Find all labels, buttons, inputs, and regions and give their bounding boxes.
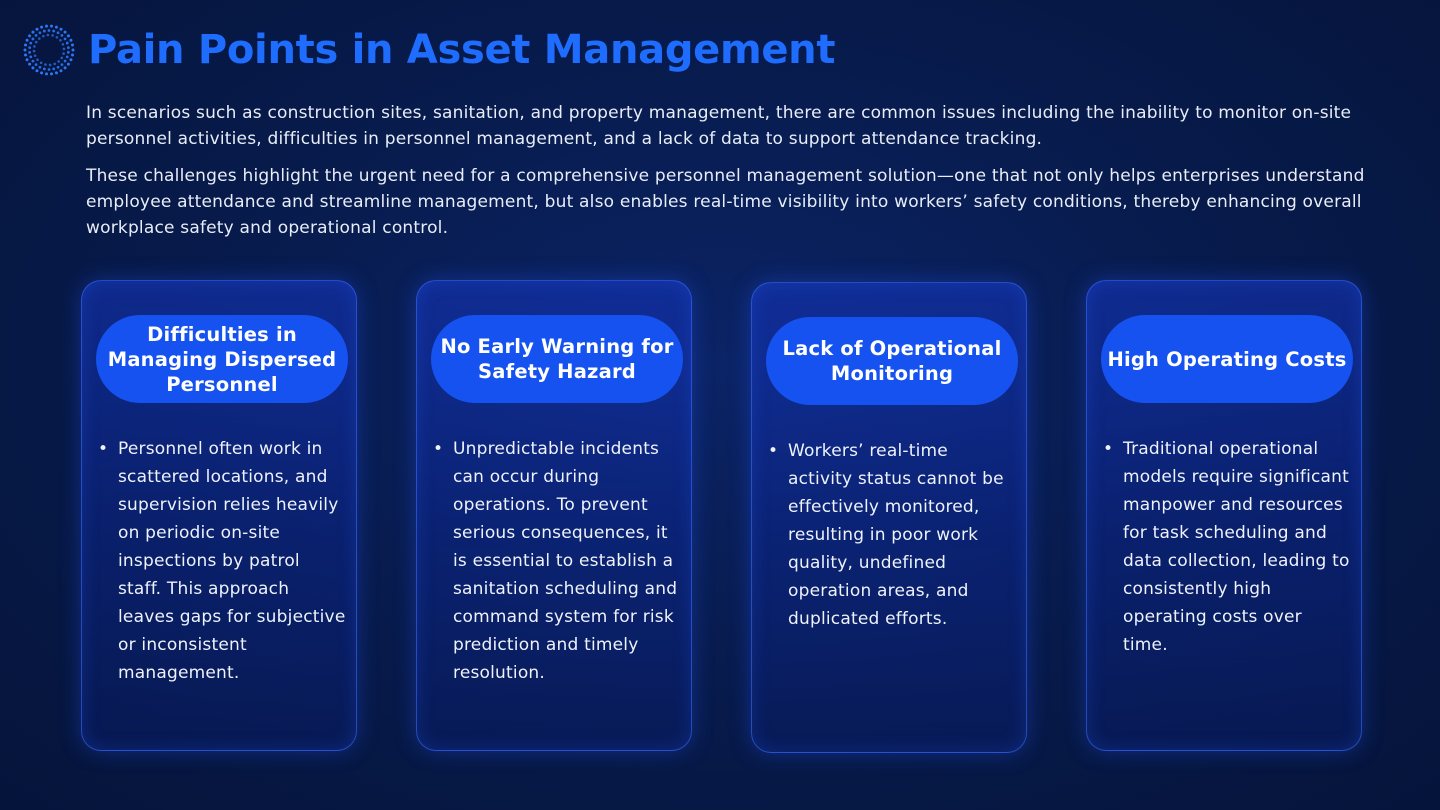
logo-dot	[66, 42, 69, 45]
logo-dot	[33, 50, 36, 53]
logo-dot	[64, 60, 67, 63]
logo-dot	[61, 34, 64, 37]
logo-dot	[53, 63, 56, 66]
pain-point-card-operational-monitoring	[751, 282, 1027, 753]
logo-dot	[52, 30, 55, 33]
logo-dot	[36, 69, 39, 72]
logo-dot	[24, 44, 27, 47]
logo-dot	[67, 63, 70, 66]
logo-dot	[59, 39, 62, 42]
bullet-marker: •	[768, 441, 779, 461]
bullet-marker: •	[98, 439, 109, 459]
logo-dot	[55, 26, 58, 29]
logo-dot	[29, 42, 32, 45]
logo-dot	[43, 68, 46, 71]
logo-dot	[71, 44, 74, 47]
logo-dot	[64, 66, 67, 69]
logo-dot	[57, 60, 60, 63]
page-title: Pain Points in Asset Management	[88, 27, 836, 73]
logo-dot	[64, 38, 67, 41]
logo-dot	[57, 66, 60, 69]
logo-dot	[32, 38, 35, 41]
pain-point-card-operating-costs	[1086, 280, 1362, 751]
intro-paragraph-2: These challenges highlight the urgent need for a comprehensive personnel management solution—one that not only helps enterprises understand employee attendance and streamline management, but also enables real-time visibility into workers’ safety conditions, thereby enhancing overall workplace safety and operational control.	[86, 166, 1365, 238]
card-title-pill: Lack of Operational Monitoring	[766, 317, 1018, 405]
logo-dot	[67, 34, 70, 37]
logo-dot	[33, 45, 36, 48]
pain-point-card-safety-hazard	[416, 280, 692, 751]
logo-dot	[40, 71, 43, 74]
bullet-marker: •	[1103, 439, 1114, 459]
logo-dot	[26, 39, 29, 42]
logo-dot	[26, 58, 29, 61]
card-description: Traditional operational models require significant manpower and resources for task scheduling and data collection, leading to consistently high operating costs over time.	[1123, 439, 1350, 655]
logo-dot	[50, 25, 53, 28]
logo-dot	[36, 28, 39, 31]
logo-dot	[45, 72, 48, 75]
logo-dot	[69, 39, 72, 42]
logo-dot	[32, 60, 35, 63]
card-description: Unpredictable incidents can occur during operations. To prevent serious consequences, it is essential to establish a sanitation scheduling and command system for risk prediction and timely resolution.	[453, 439, 678, 683]
logo-dot	[48, 29, 51, 32]
logo-dot	[38, 37, 41, 40]
logo-dot	[47, 34, 50, 37]
logo-dot	[62, 52, 65, 55]
logo-dot	[36, 58, 39, 61]
logo-dot	[64, 31, 67, 34]
logo-dot	[40, 26, 43, 29]
logo-dot	[39, 31, 42, 34]
logo-dot	[57, 31, 60, 34]
intro-text	[86, 100, 1366, 252]
logo-dot	[56, 36, 59, 39]
logo-dot	[67, 51, 70, 54]
logo-dot	[44, 63, 47, 66]
logo-dot	[51, 34, 54, 37]
logo-dot	[63, 48, 66, 51]
logo-dot	[72, 49, 75, 52]
logo-dot	[28, 34, 31, 37]
logo-dot	[45, 25, 48, 28]
logo-dot	[28, 46, 31, 49]
card-title-pill: High Operating Costs	[1101, 315, 1353, 403]
logo-dot	[34, 54, 37, 57]
logo-dot	[49, 64, 52, 67]
logo-dot	[71, 53, 74, 56]
logo-dot	[24, 53, 27, 56]
logo-dot	[50, 72, 53, 75]
logo-dot	[35, 63, 38, 66]
pain-point-card-dispersed-personnel	[81, 280, 357, 751]
card-title-pill: Difficulties in Managing Dispersed Personnel	[96, 315, 348, 403]
logo-dot	[67, 46, 70, 49]
card-description: Workers’ real-time activity status cannot be effectively monitored, resulting in poor work quality, undefined operation areas, and duplicated efforts.	[788, 441, 1004, 629]
logo-dot	[28, 51, 31, 54]
logo-dot	[55, 71, 58, 74]
card-title-pill: No Early Warning for Safety Hazard	[431, 315, 683, 403]
intro-paragraph-1: In scenarios such as construction sites, sanitation, and property management, there are common issues including the inability to monitor on-site personnel activities, difficulties in personnel management, and a lack of data to support attendance tracking.	[86, 103, 1352, 149]
logo-dot	[28, 63, 31, 66]
logo-dot	[43, 30, 46, 33]
logo-dot	[29, 56, 32, 59]
logo-dot	[62, 43, 65, 46]
logo-dot	[66, 56, 69, 59]
dotted-ring-icon	[22, 23, 76, 77]
logo-dot	[35, 34, 38, 37]
logo-dot	[69, 58, 72, 61]
logo-dot	[52, 68, 55, 71]
logo-dot	[35, 41, 38, 44]
logo-dot	[48, 68, 51, 71]
logo-dot	[40, 61, 43, 64]
bullet-marker: •	[433, 439, 444, 459]
logo-dot	[24, 49, 27, 52]
logo-dot	[60, 69, 63, 72]
logo-dot	[42, 35, 45, 38]
logo-dot	[60, 28, 63, 31]
logo-dot	[60, 57, 63, 60]
logo-dot	[61, 63, 64, 66]
card-description: Personnel often work in scattered locations, and supervision relies heavily on periodic on-site inspections by patrol staff. This approach leaves gaps for subjective or inconsistent management.	[118, 439, 346, 683]
logo-dot	[31, 31, 34, 34]
logo-dot	[31, 66, 34, 69]
logo-dot	[39, 66, 42, 69]
